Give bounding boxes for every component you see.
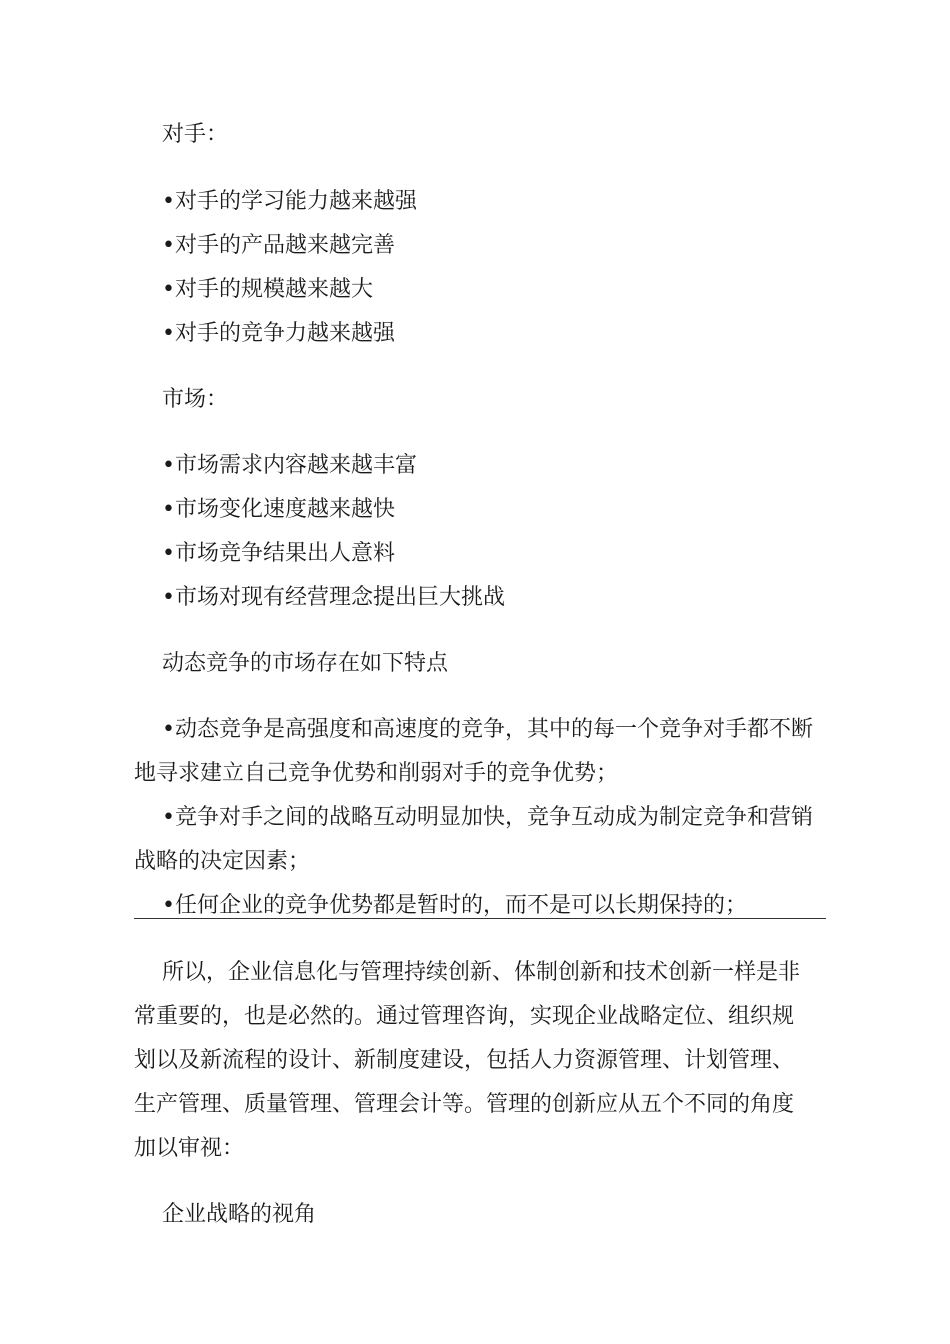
market-item: •市场竞争结果出人意料 (162, 541, 395, 566)
conclusion-line: 常重要的，也是必然的。通过管理咨询，实现企业战略定位、组织规 (134, 1004, 795, 1029)
opponents-item: •对手的竞争力越来越强 (162, 321, 395, 346)
dynamic-line: •动态竞争是高强度和高速度的竞争，其中的每一个竞争对手都不断 (162, 717, 813, 742)
market-item: •市场对现有经营理念提出巨大挑战 (162, 585, 505, 610)
dynamic-line: •竞争对手之间的战略互动明显加快，竞争互动成为制定竞争和营销 (162, 805, 813, 830)
market-heading: 市场： (162, 387, 229, 412)
opponents-item: •对手的规模越来越大 (162, 277, 373, 302)
opponents-heading: 对手： (162, 122, 229, 147)
dynamic-line: 战略的决定因素； (134, 849, 311, 874)
market-item: •市场变化速度越来越快 (162, 497, 395, 522)
dynamic-line: •任何企业的竞争优势都是暂时的，而不是可以长期保持的； (162, 893, 747, 918)
dynamic-line: 地寻求建立自己竞争优势和削弱对手的竞争优势； (134, 761, 619, 786)
conclusion-line: 生产管理、质量管理、管理会计等。管理的创新应从五个不同的角度 (134, 1092, 795, 1117)
market-item: •市场需求内容越来越丰富 (162, 453, 417, 478)
conclusion-line: 加以审视： (134, 1136, 245, 1161)
dynamic-heading: 动态竞争的市场存在如下特点 (162, 651, 449, 676)
conclusion-line: 划以及新流程的设计、新制度建设，包括人力资源管理、计划管理、 (134, 1048, 795, 1073)
opponents-item: •对手的学习能力越来越强 (162, 189, 417, 214)
conclusion-line: 所以，企业信息化与管理持续创新、体制创新和技术创新一样是非 (162, 960, 801, 985)
opponents-item: •对手的产品越来越完善 (162, 233, 395, 258)
section-divider (134, 918, 826, 919)
strategy-heading: 企业战略的视角 (162, 1202, 317, 1227)
